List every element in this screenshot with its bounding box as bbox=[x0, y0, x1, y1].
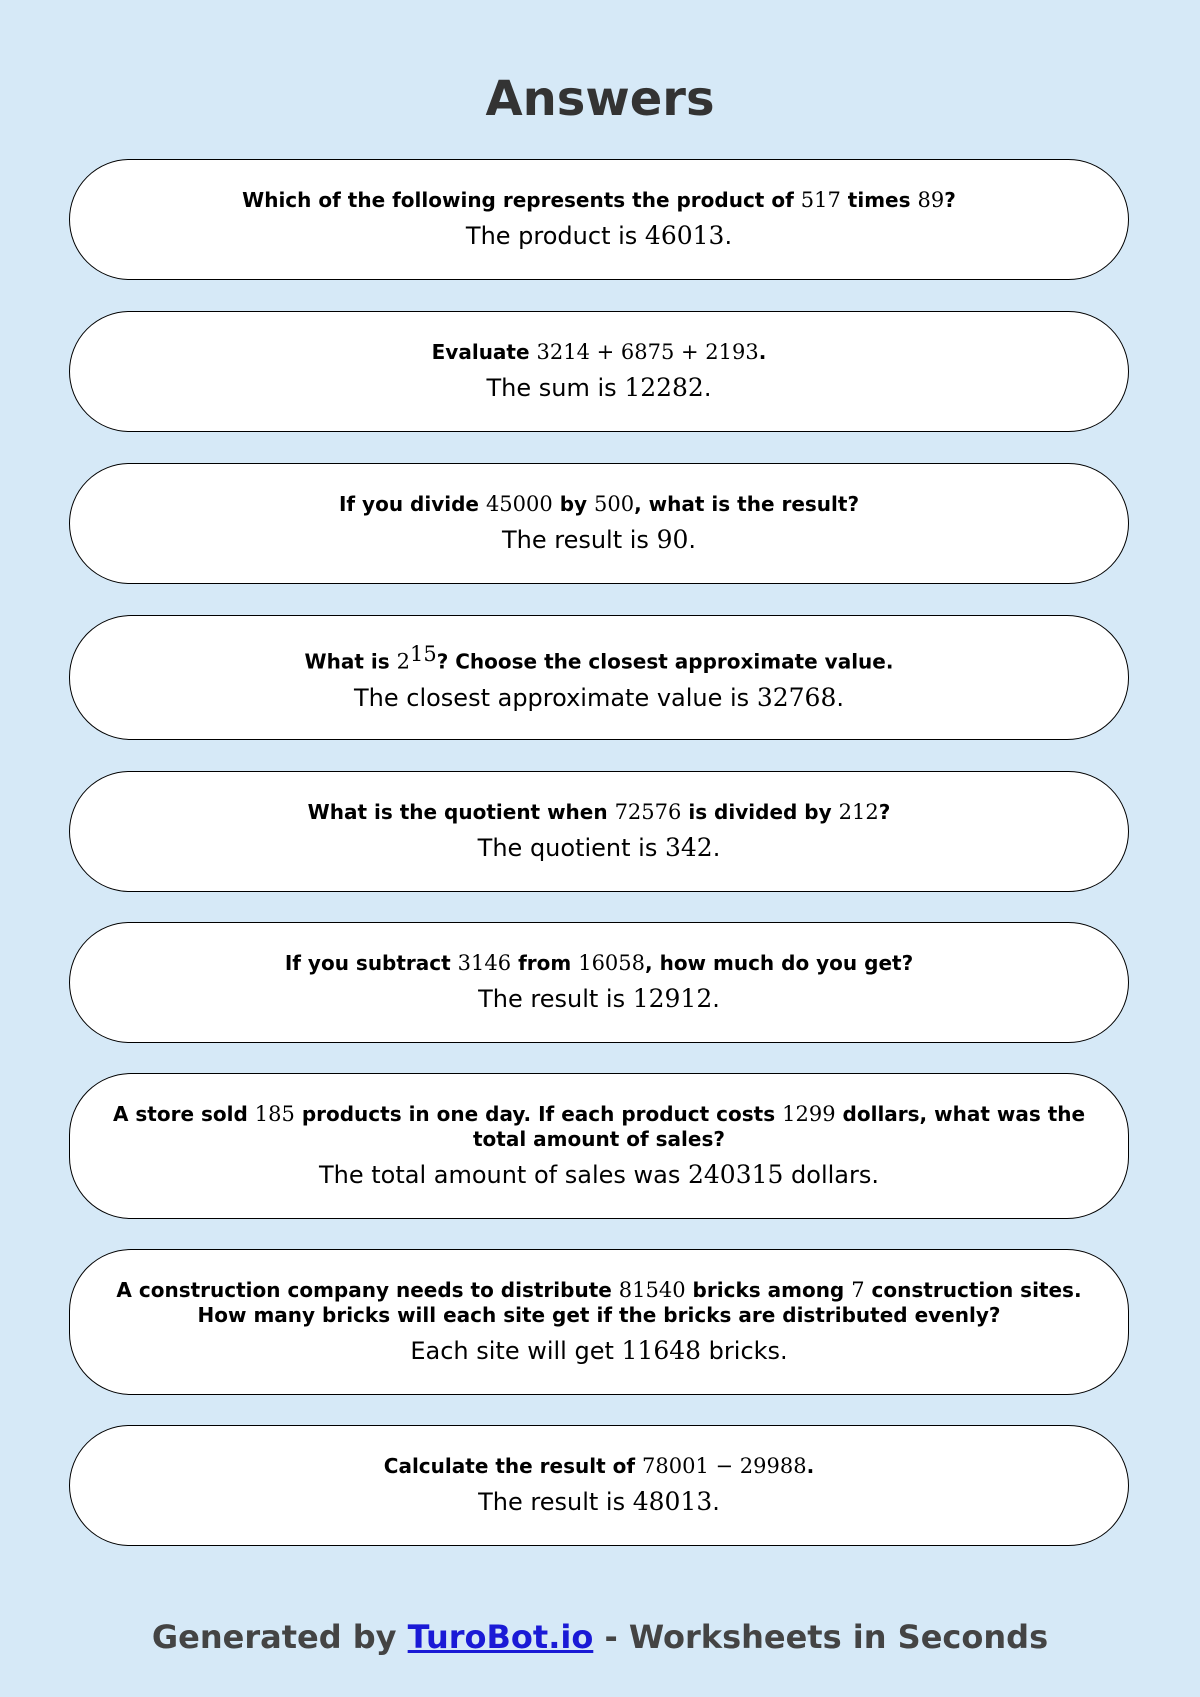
footer-prefix: Generated by bbox=[151, 1618, 408, 1656]
question-text: If you divide 45000 by 500, what is the result? bbox=[338, 492, 860, 516]
question-text: A store sold 185 products in one day. If each product costs 1299 dollars, what was the total amount of sales? bbox=[112, 1102, 1086, 1151]
exponent: 15 bbox=[409, 642, 437, 667]
answer-card bbox=[69, 1249, 1129, 1395]
question-text: Which of the following represents the product of 517 times 89? bbox=[242, 188, 956, 212]
turobot-link[interactable]: TuroBot.io bbox=[407, 1618, 594, 1656]
answer-card bbox=[69, 1073, 1129, 1219]
answer-card bbox=[69, 1425, 1129, 1546]
answer-card bbox=[69, 922, 1129, 1043]
answer-card bbox=[69, 771, 1129, 892]
answer-card bbox=[69, 463, 1129, 584]
answer-text: The result is 12912. bbox=[478, 984, 720, 1013]
answer-text: The result is 90. bbox=[501, 525, 697, 554]
answer-text: The total amount of sales was 240315 dollars. bbox=[318, 1160, 880, 1189]
answer-card bbox=[69, 615, 1129, 740]
question-text: If you subtract 3146 from 16058, how much do you get? bbox=[284, 951, 914, 975]
answer-text: The product is 46013. bbox=[465, 221, 733, 250]
question-text: Evaluate 3214 + 6875 + 2193. bbox=[431, 340, 767, 364]
footer-suffix: - Worksheets in Seconds bbox=[593, 1618, 1049, 1656]
answer-text: The sum is 12282. bbox=[486, 373, 712, 402]
answer-text: The quotient is 342. bbox=[477, 833, 721, 862]
answer-text: The result is 48013. bbox=[478, 1487, 720, 1516]
question-text: What is the quotient when 72576 is divided by 212? bbox=[307, 800, 891, 824]
question-text: Calculate the result of 78001 − 29988. bbox=[383, 1454, 815, 1478]
question-text: A construction company needs to distribute 81540 bricks among 7 construction sites. How many bricks will each site get if the bricks are distributed evenly? bbox=[116, 1278, 1082, 1327]
page-title: Answers bbox=[485, 71, 715, 127]
question-text: What is $2^{15}$? Choose the closest approximate value. bbox=[304, 642, 894, 674]
answer-card bbox=[69, 311, 1129, 432]
answer-text: The closest approximate value is 32768. bbox=[353, 682, 844, 712]
answer-card bbox=[69, 159, 1129, 280]
footer bbox=[0, 1617, 1200, 1657]
answer-text: Each site will get 11648 bricks. bbox=[410, 1336, 788, 1365]
